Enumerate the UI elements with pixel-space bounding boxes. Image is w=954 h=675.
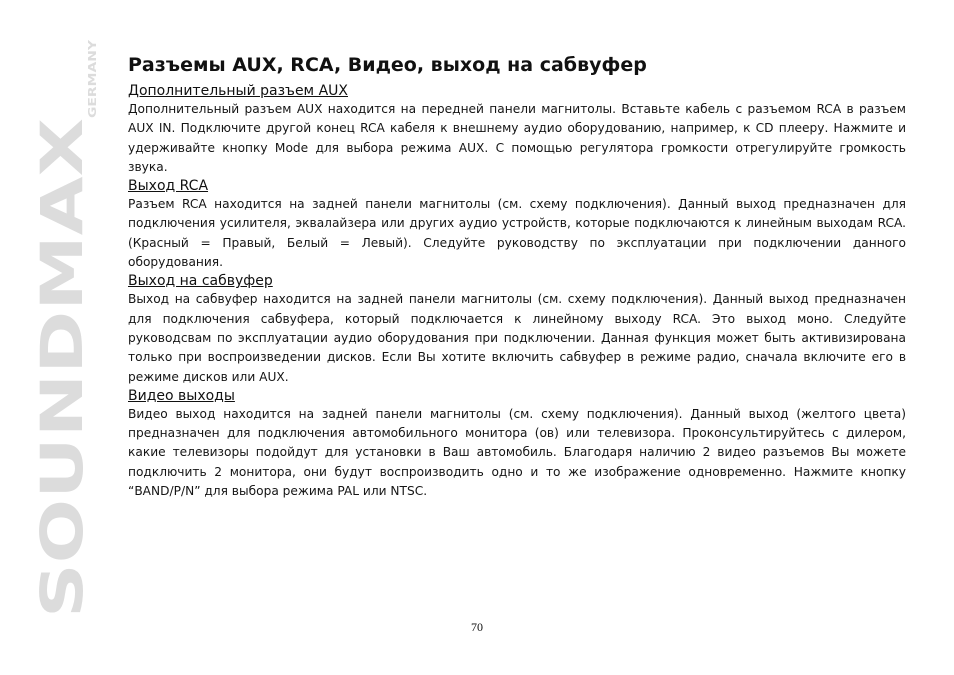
section-video	[128, 387, 906, 501]
section-heading-video: Видео выходы	[128, 387, 235, 404]
section-rca	[128, 177, 906, 272]
brand-name: SOUNDMAX	[28, 235, 96, 618]
section-aux	[128, 82, 906, 177]
section-heading-aux: Дополнительный разъем AUX	[128, 83, 348, 99]
page-title: Разъемы AUX, RCA, Видео, выход на сабвуфер	[128, 54, 647, 76]
section-text-subwoofer: Выход на сабвуфер находится на задней панели магнитолы (см. схему подключения). Данный выход предназначен для подключения сабвуфера, который подключается к линейному выходу RCA. Это выход моно. Следуйте руководсвам по эксплуатации аудио оборудования при подключении. Данная функция может быть активизирована только при воспроизведении дисков. Если Вы хотите включить сабвуфер в режиме радио, сначала включите его в режиме дисков или AUX.	[128, 292, 906, 384]
brand-sub: GERMANY	[86, 56, 99, 118]
section-heading-rca: Выход RCA	[128, 178, 209, 195]
page-content	[128, 52, 906, 501]
section-heading-subwoofer: Выход на сабвуфер	[128, 273, 273, 290]
brand-logo-svg	[28, 40, 100, 620]
section-text-aux: Дополнительный разъем AUX находится на передней панели магнитолы. Вставьте кабель с разъемом RCA в разъем AUX IN. Подключите другой конец RCA кабеля к внешнему аудио оборудованию, например, к CD плееру. Нажмите и удерживайте кнопку Mode для выбора режима AUX. С помощью регулятора громкости отрегулируйте громкость звука.	[128, 102, 906, 174]
section-subwoofer	[128, 272, 906, 386]
section-text-video: Видео выход находится на задней панели магнитолы (см. схему подключения). Данный выход (желтого цвета) предназначен для подключения автомобильного монитора (ов) или телевизора. Проконсультируйтесь с дилером, какие телевизоры подойдут для установки в Ваш автомобиль. Благодаря наличию 2 видео разъемов Вы можете подключить 2 монитора, они будут воспроизводить одно и то же изображение одновременно. Нажмите кнопку “BAND/P/N” для выбора режима PAL или NTSC.	[128, 406, 906, 499]
section-text-rca: Разъем RCA находится на задней панели магнитолы (см. схему подключения). Данный выход предназначен для подключения усилителя, эквалайзера или других аудио устройств, которые подключаются к линейным выходам RCA. (Красный = Правый, Белый = Левый). Следуйте руководству по эксплуатации при подключении данного оборудования.	[128, 197, 906, 270]
page-number: 70	[471, 620, 483, 634]
brand-logo	[28, 40, 100, 620]
